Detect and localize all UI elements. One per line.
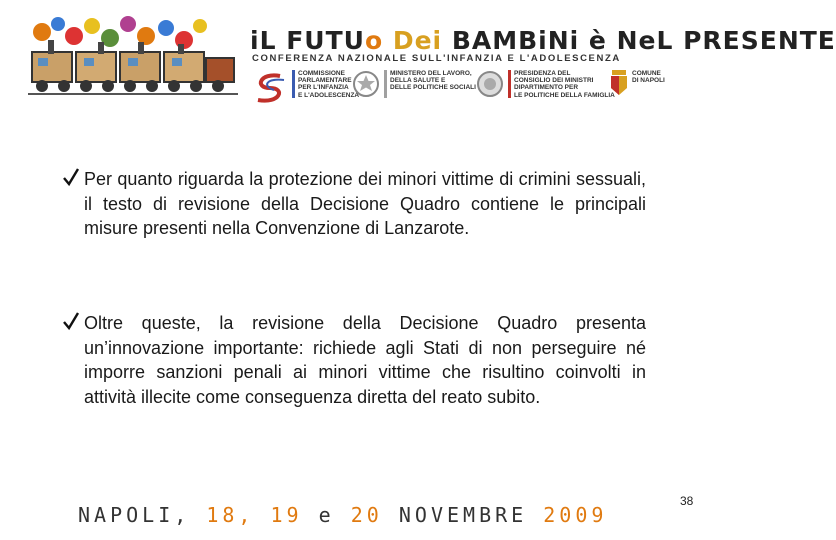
bullet-text: Per quanto riguarda la protezione dei minori vittime di crimini sessuali, il testo di revisione della Decisione Quadro contiene le principali misure presenti nella Convenzione di Lanzarote. <box>84 169 646 238</box>
footer-date <box>78 503 607 527</box>
swirl-logo <box>250 70 290 106</box>
conference-subtitle: CONFERENZA NAZIONALE SULL'INFANZIA E L'ADOLESCENZA <box>252 53 621 64</box>
footer-city: NAPOLI, <box>78 503 191 527</box>
commissione-logo-text: COMMISSIONE PARLAMENTARE PER L'INFANZIA E L'ADOLESCENZA <box>298 70 360 99</box>
footer-year: 2009 <box>543 503 608 527</box>
commissione-bar <box>292 70 295 98</box>
bullet-text: Oltre queste, la revisione della Decisione Quadro presenta un’innovazione importante: richiede agli Stati di non perseguire né imporre sanzioni penali ai minori vittime che risultino coinvolti in attività illecite come conseguenza diretta del reato subito. <box>84 313 646 407</box>
bullet-item <box>62 311 646 409</box>
footer-day-3: 20 <box>350 503 383 527</box>
page-number: 38 <box>680 494 694 508</box>
train-illustration <box>28 12 238 104</box>
presidenza-seal-icon <box>476 70 504 98</box>
napoli-crest-icon <box>610 70 628 96</box>
conference-title: iL FUTUo Dei BAMBiNi è NeL PRESENTE <box>250 26 836 55</box>
ministero-logo-text: MINISTERO DEL LAVORO, DELLA SALUTE E DELLE POLITICHE SOCIALI <box>390 70 476 92</box>
bullet-item <box>62 167 646 241</box>
presidenza-logo-text: PRESIDENZA DEL CONSIGLIO DEI MINISTRI DIPARTIMENTO PER LE POLITICHE DELLA FAMIGLIA <box>514 70 615 99</box>
footer-month: NOVEMBRE <box>398 503 528 527</box>
italy-emblem-icon <box>352 70 380 98</box>
footer-day-2: 19 <box>270 503 303 527</box>
presidenza-bar <box>508 70 511 98</box>
footer-conjunction: e <box>318 503 335 527</box>
ministero-bar <box>384 70 387 98</box>
footer-day-1: 18, <box>206 503 255 527</box>
checkmark-icon <box>62 167 80 187</box>
checkmark-icon <box>62 311 80 331</box>
comune-logo-text: COMUNE DI NAPOLI <box>632 70 665 85</box>
